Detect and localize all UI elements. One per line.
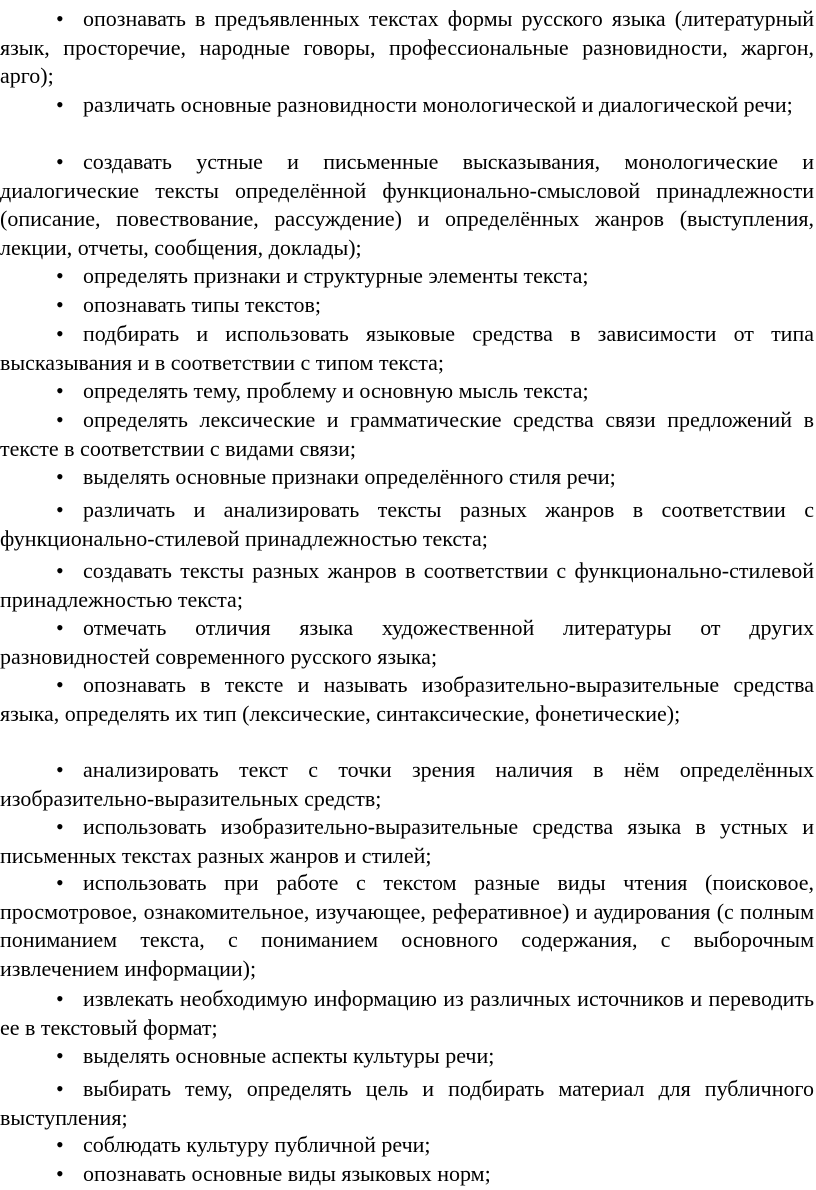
list-item-text: анализировать текст с точки зрения наличия в нём определённых изобразительно-выразительных средств; — [0, 757, 814, 811]
list-item — [0, 614, 814, 671]
bullet-icon: • — [56, 1076, 64, 1101]
list-item-text: создавать тексты разных жанров в соответствии с функционально-стилевой принадлежностью текста; — [0, 558, 814, 612]
bullet-icon: • — [56, 870, 64, 895]
list-item-text: определять тему, проблему и основную мысль текста; — [83, 378, 589, 403]
list-item — [0, 377, 814, 406]
bullet-icon: • — [56, 92, 64, 117]
list-item-text: различать основные разновидности монологической и диалогической речи; — [83, 92, 793, 117]
bullet-icon: • — [56, 378, 64, 403]
bullet-icon: • — [56, 292, 64, 317]
list-item — [0, 496, 814, 553]
list-item — [0, 1042, 814, 1071]
list-item-text: создавать устные и письменные высказывания, монологические и диалогические тексты определённой функционально-смысловой принадлежности (описание, повествование, рассуждение) и определённых жанров (выступления, лекции, отчеты, сообщения, доклады); — [0, 149, 814, 260]
bullet-icon: • — [56, 558, 64, 583]
list-item-text: определять признаки и структурные элементы текста; — [83, 263, 589, 288]
list-item — [0, 320, 814, 377]
list-item-text: подбирать и использовать языковые средства в зависимости от типа высказывания и в соответствии с типом текста; — [0, 321, 814, 375]
bullet-icon: • — [56, 321, 64, 346]
list-item — [0, 463, 814, 492]
list-item-text: опознавать в тексте и называть изобразительно-выразительные средства языка, определять их тип (лексические, синтаксические, фонетические); — [0, 672, 814, 726]
list-item — [0, 869, 814, 983]
list-item-text: опознавать в предъявленных текстах формы русского языка (литературный язык, просторечие, народные говоры, профессиональные разновидности, жаргон, арго); — [0, 6, 814, 88]
list-item-text: извлекать необходимую информацию из различных источников и переводить ее в текстовый формат; — [0, 986, 814, 1040]
list-item — [0, 756, 814, 813]
bullet-icon: • — [56, 149, 64, 174]
list-item-text: выделять основные признаки определённого стиля речи; — [83, 464, 616, 489]
bullet-icon: • — [56, 1161, 64, 1186]
bullet-icon: • — [56, 615, 64, 640]
list-item-text: различать и анализировать тексты разных жанров в соответствии с функционально-стилевой принадлежностью текста; — [0, 497, 814, 551]
bullet-icon: • — [56, 1132, 64, 1157]
bullet-icon: • — [56, 464, 64, 489]
list-item — [0, 671, 814, 728]
bullet-icon: • — [56, 497, 64, 522]
list-item — [0, 1075, 814, 1132]
list-item — [0, 557, 814, 614]
list-item — [0, 1131, 814, 1160]
list-item-text: использовать при работе с текстом разные виды чтения (поисковое, просмотровое, ознакомительное, изучающее, реферативное) и аудирования (с полным пониманием текста, с пониманием основного содержания, с выборочным извлечением информации); — [0, 870, 814, 981]
list-item — [0, 1160, 814, 1189]
list-item-text: опознавать основные виды языковых норм; — [83, 1161, 491, 1186]
list-item — [0, 813, 814, 870]
list-item-text: определять лексические и грамматические средства связи предложений в тексте в соответствии с видами связи; — [0, 407, 814, 461]
bullet-icon: • — [56, 986, 64, 1011]
list-item-text: отмечать отличия языка художественной литературы от других разновидностей современного русского языка; — [0, 615, 814, 669]
bullet-icon: • — [56, 814, 64, 839]
bullet-icon: • — [56, 672, 64, 697]
list-item-text: выбирать тему, определять цель и подбирать материал для публичного выступления; — [0, 1076, 814, 1130]
list-item-text: опознавать типы текстов; — [83, 292, 321, 317]
list-item — [0, 406, 814, 463]
list-item-text: соблюдать культуру публичной речи; — [83, 1132, 431, 1157]
list-item-text: использовать изобразительно-выразительные средства языка в устных и письменных текстах разных жанров и стилей; — [0, 814, 814, 868]
list-item — [0, 5, 814, 91]
bullet-icon: • — [56, 757, 64, 782]
list-item — [0, 262, 814, 291]
list-item — [0, 91, 814, 120]
bullet-icon: • — [56, 263, 64, 288]
list-item — [0, 985, 814, 1042]
list-item-text: выделять основные аспекты культуры речи; — [83, 1043, 495, 1068]
bullet-icon: • — [56, 407, 64, 432]
bullet-icon: • — [56, 1043, 64, 1068]
list-item — [0, 148, 814, 262]
list-item — [0, 291, 814, 320]
bullet-icon: • — [56, 6, 64, 31]
